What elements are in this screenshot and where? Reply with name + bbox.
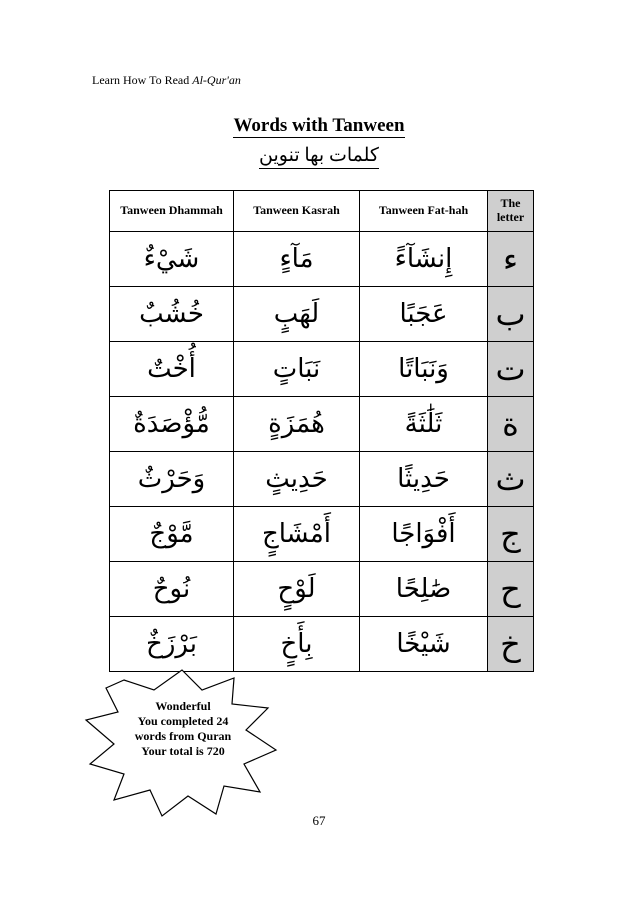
table-row: [110, 507, 534, 562]
running-head: [92, 73, 241, 88]
page-title-text: Words with Tanween: [233, 115, 405, 136]
letter-cell: ج: [488, 507, 534, 562]
word-kasrah: أَمْشَاجٍ: [234, 507, 360, 562]
word-kasrah: هُمَزَةٍ: [234, 397, 360, 452]
letter-cell: ح: [488, 562, 534, 617]
callout-text: [128, 699, 238, 759]
header-dhammah: Tanween Dhammah: [110, 191, 234, 232]
word-fathah: شَيْخًا: [360, 617, 488, 672]
page-title: [0, 115, 638, 137]
table-row: [110, 617, 534, 672]
header-letter: The letter: [488, 191, 534, 232]
letter-cell: ت: [488, 342, 534, 397]
word-dhammah: وَحَرْثٌ: [110, 452, 234, 507]
word-kasrah: لَوْحٍ: [234, 562, 360, 617]
word-fathah: إِنشَآءً: [360, 232, 488, 287]
word-dhammah: شَيْءٌ: [110, 232, 234, 287]
word-fathah: وَنَبَاتًا: [360, 342, 488, 397]
running-head-prefix: Learn How To Read: [92, 73, 193, 87]
word-dhammah: مُّؤْصَدَةٌ: [110, 397, 234, 452]
table-header-row: [110, 191, 534, 232]
word-dhammah: نُوحٌ: [110, 562, 234, 617]
table-row: [110, 397, 534, 452]
word-kasrah: لَهَبٍ: [234, 287, 360, 342]
word-kasrah: نَبَاتٍ: [234, 342, 360, 397]
tanween-table: [109, 190, 534, 672]
word-kasrah: بِأَخٍ: [234, 617, 360, 672]
word-fathah: عَجَبًا: [360, 287, 488, 342]
callout-line-3: words from Quran: [134, 729, 232, 743]
word-dhammah: بَرْزَخٌ: [110, 617, 234, 672]
header-fathah: Tanween Fat-hah: [360, 191, 488, 232]
word-dhammah: أُخْتٌ: [110, 342, 234, 397]
table-row: [110, 452, 534, 507]
callout-line-2: You completed 24: [137, 714, 229, 728]
word-kasrah: حَدِيثٍ: [234, 452, 360, 507]
word-fathah: أَفْوَاجًا: [360, 507, 488, 562]
letter-cell: خ: [488, 617, 534, 672]
table-row: [110, 287, 534, 342]
letter-cell: ب: [488, 287, 534, 342]
word-dhammah: مَّوْجٌ: [110, 507, 234, 562]
page-number: 67: [312, 813, 326, 828]
letter-cell: ة: [488, 397, 534, 452]
running-head-italic: Al-Qur'an: [192, 73, 241, 87]
callout-line-4: Your total is 720: [141, 744, 225, 758]
letter-cell: ء: [488, 232, 534, 287]
table-row: [110, 342, 534, 397]
letter-cell: ث: [488, 452, 534, 507]
word-fathah: حَدِيثًا: [360, 452, 488, 507]
word-kasrah: مَآءٍ: [234, 232, 360, 287]
table-row: [110, 562, 534, 617]
word-dhammah: خُشُبٌ: [110, 287, 234, 342]
word-fathah: صَٰلِحًا: [360, 562, 488, 617]
callout-line-1: Wonderful: [155, 699, 211, 713]
arabic-subtitle-text: كلمات بها تنوين: [259, 145, 379, 169]
header-kasrah: Tanween Kasrah: [234, 191, 360, 232]
arabic-subtitle: [0, 144, 638, 167]
congratulations-callout: [84, 668, 280, 818]
word-fathah: ثَلَٰثَةً: [360, 397, 488, 452]
table-row: [110, 232, 534, 287]
